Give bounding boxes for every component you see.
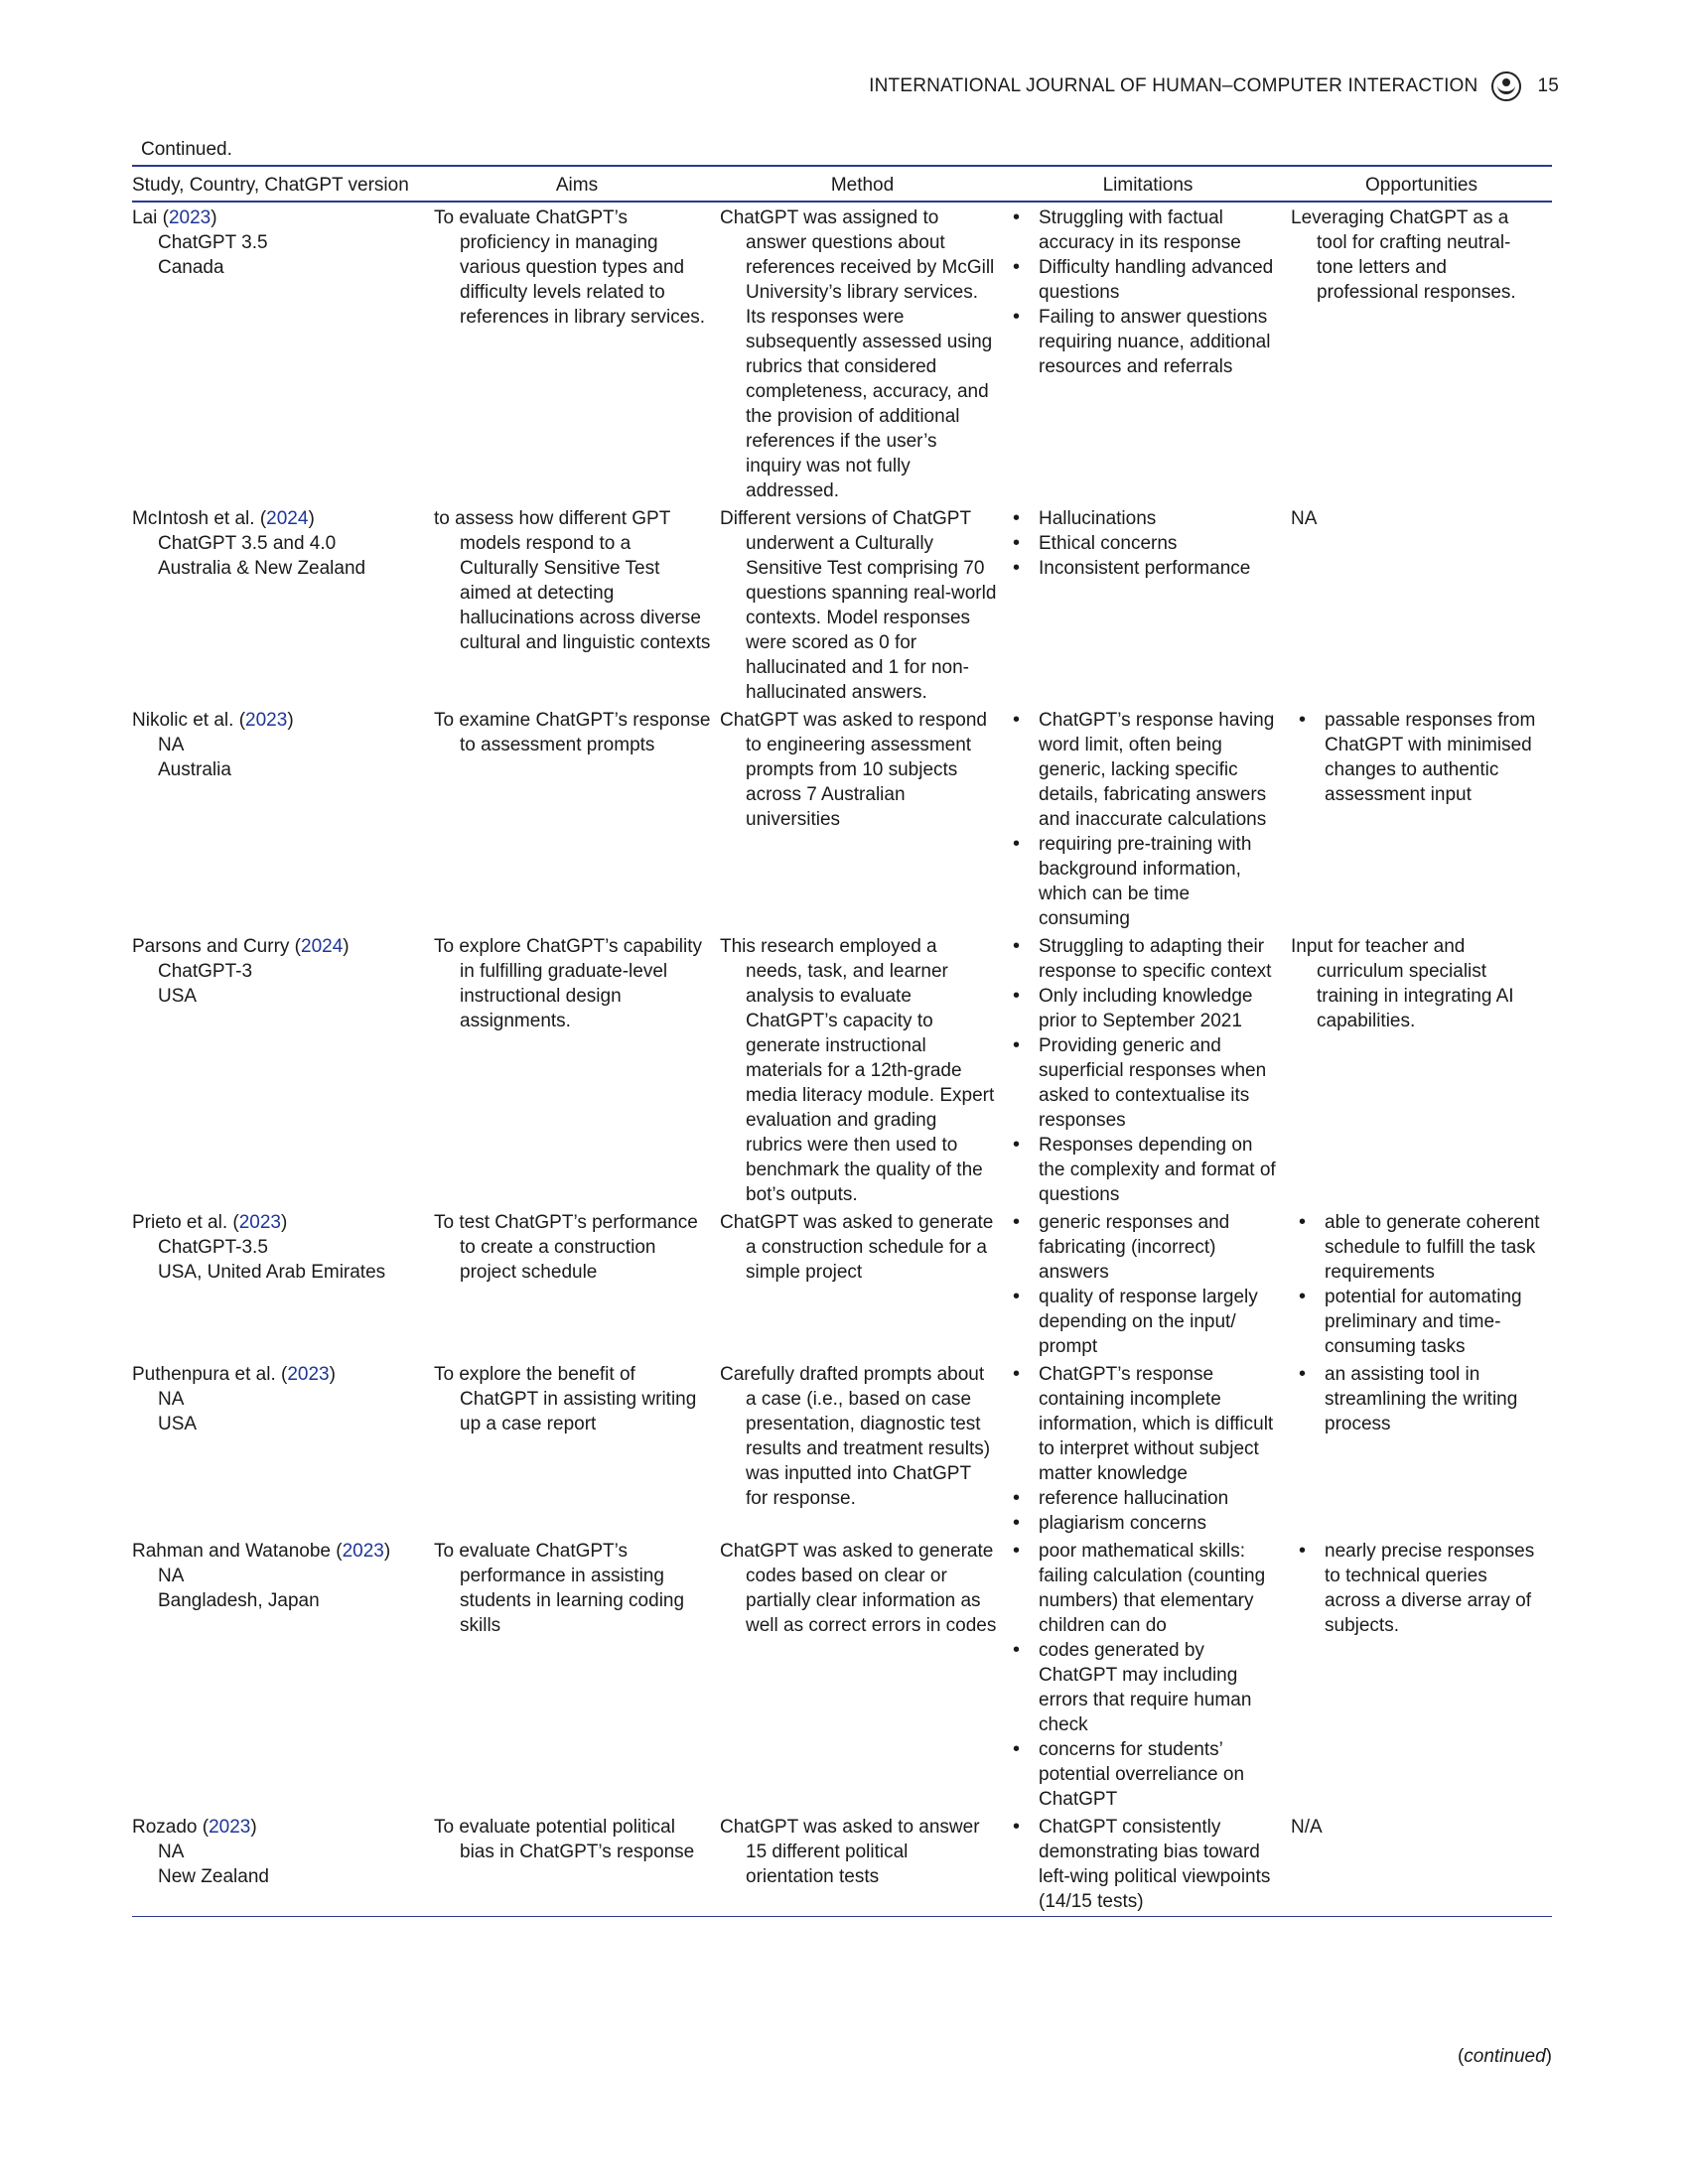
aims-text: To evaluate potential political bias in ChatGPT’s response: [434, 1817, 695, 1862]
aims-text: to assess how different GPT models respond to a Culturally Sensitive Test aimed at detecting hallucinations across diverse cultural and linguistic contexts: [434, 508, 711, 653]
limitations-list: [1005, 1362, 1283, 1536]
cell-aims: [434, 1536, 720, 1812]
study-author: Puthenpura et al. (: [132, 1364, 288, 1385]
opportunity-item: • able to generate coherent schedule to fulfill the task requirements: [1291, 1210, 1544, 1285]
cell-aims: [434, 705, 720, 931]
study-country: USA, United Arab Emirates: [158, 1262, 386, 1283]
cell-limitations: [1005, 202, 1291, 503]
cell-method: [720, 1536, 1005, 1812]
opportunities-list: [1291, 708, 1544, 807]
cell-opportunities: [1291, 705, 1552, 931]
column-header-study: Study, Country, ChatGPT version: [132, 166, 434, 202]
cell-limitations: [1005, 1359, 1291, 1536]
cell-aims: [434, 1812, 720, 1917]
limitation-item: • concerns for students’ potential overreliance on ChatGPT: [1005, 1737, 1283, 1812]
cell-aims: [434, 931, 720, 1207]
limitations-list: [1005, 506, 1283, 581]
study-citation-close: ): [281, 1212, 288, 1233]
study-author: Rahman and Watanobe (: [132, 1541, 343, 1562]
opportunities-list: [1291, 1210, 1544, 1359]
study-citation: [132, 506, 426, 531]
table-row: [132, 705, 1552, 931]
cell-study: [132, 1812, 434, 1917]
opportunity-item: • potential for automating preliminary and time-consuming tasks: [1291, 1285, 1544, 1359]
study-citation: [132, 934, 426, 959]
table-continued-label: Continued.: [141, 139, 232, 160]
limitation-item: • Only including knowledge prior to September 2021: [1005, 984, 1283, 1033]
continued-footer-text: continued: [1464, 2046, 1546, 2067]
cell-opportunities: [1291, 202, 1552, 503]
method-text: This research employed a needs, task, and learner analysis to evaluate ChatGPT’s capacity to generate instructional materials for a 12th-grade media literacy module. Expert evaluation and grading rubrics were then used to benchmark the quality of the bot’s outputs.: [720, 936, 995, 1205]
opportunities-text: Leveraging ChatGPT as a tool for crafting neutral-tone letters and professional responses.: [1291, 207, 1516, 303]
cell-method: [720, 1207, 1005, 1359]
study-author: Rozado (: [132, 1817, 210, 1838]
limitation-item: • quality of response largely depending on the input/ prompt: [1005, 1285, 1283, 1359]
citation-year-link[interactable]: 2023: [209, 1817, 251, 1838]
cell-opportunities: [1291, 503, 1552, 705]
study-citation: [132, 708, 426, 733]
citation-year-link[interactable]: 2023: [287, 1364, 330, 1385]
study-citation: [132, 205, 426, 230]
chatgpt-version: NA: [158, 1842, 185, 1862]
citation-year-link[interactable]: 2023: [238, 1212, 281, 1233]
citation-year-link[interactable]: 2023: [168, 207, 211, 228]
limitations-list: [1005, 1210, 1283, 1359]
aims-text: To explore the benefit of ChatGPT in assisting writing up a case report: [434, 1364, 697, 1434]
cell-study: [132, 1536, 434, 1812]
aims-text: To explore ChatGPT’s capability in fulfilling graduate-level instructional design assignments.: [434, 936, 702, 1031]
method-text: ChatGPT was asked to generate codes based on clear or partially clear information as well as correct errors in codes: [720, 1541, 997, 1636]
cell-method: [720, 503, 1005, 705]
limitation-item: • Ethical concerns: [1005, 531, 1283, 556]
journal-logo-icon: [1491, 71, 1521, 101]
aims-text: To examine ChatGPT’s response to assessment prompts: [434, 710, 711, 755]
study-country: USA: [158, 1414, 198, 1434]
cell-aims: [434, 1359, 720, 1536]
opportunities-list: [1291, 1362, 1544, 1436]
chatgpt-version: ChatGPT-3: [158, 961, 253, 982]
study-citation-close: ): [329, 1364, 336, 1385]
opportunities-text: Input for teacher and curriculum specialist training in integrating AI capabilities.: [1291, 936, 1514, 1031]
limitation-item: • requiring pre-training with background information, which can be time consuming: [1005, 832, 1283, 931]
table-row: [132, 1536, 1552, 1812]
study-citation-close: ): [308, 508, 315, 529]
table-row: [132, 931, 1552, 1207]
study-author: Prieto et al. (: [132, 1212, 239, 1233]
study-citation-close: ): [211, 207, 217, 228]
table-row: [132, 202, 1552, 503]
study-citation-close: ): [287, 710, 294, 731]
continued-footer: (continued): [1457, 2046, 1552, 2067]
citation-year-link[interactable]: 2024: [266, 508, 309, 529]
cell-method: [720, 1359, 1005, 1536]
cell-study: [132, 1359, 434, 1536]
opportunity-item: • nearly precise responses to technical queries across a diverse array of subjects.: [1291, 1539, 1544, 1638]
limitations-list: [1005, 934, 1283, 1207]
column-header-opportunities: Opportunities: [1291, 166, 1552, 202]
study-country: USA: [158, 986, 198, 1007]
cell-limitations: [1005, 1812, 1291, 1917]
chatgpt-version: ChatGPT-3.5: [158, 1237, 268, 1258]
limitation-item: • Providing generic and superficial responses when asked to contextualise its responses: [1005, 1033, 1283, 1133]
cell-study: [132, 202, 434, 503]
limitation-item: • Struggling to adapting their response to specific context: [1005, 934, 1283, 984]
aims-text: To test ChatGPT’s performance to create a construction project schedule: [434, 1212, 698, 1283]
method-text: Different versions of ChatGPT underwent a Culturally Sensitive Test comprising 70 questions spanning real-world contexts. Model responses were scored as 0 for hallucinated and 1 for non-hallucinated answers.: [720, 508, 997, 703]
table-row: [132, 1359, 1552, 1536]
cell-limitations: [1005, 1207, 1291, 1359]
cell-aims: [434, 202, 720, 503]
limitation-item: • Hallucinations: [1005, 506, 1283, 531]
study-citation-close: ): [250, 1817, 257, 1838]
chatgpt-version: NA: [158, 1566, 185, 1586]
limitation-item: • reference hallucination: [1005, 1486, 1283, 1511]
study-author: Nikolic et al. (: [132, 710, 246, 731]
table-row: [132, 1207, 1552, 1359]
cell-study: [132, 705, 434, 931]
cell-aims: [434, 1207, 720, 1359]
cell-study: [132, 931, 434, 1207]
limitation-item: • ChatGPT’s response having word limit, often being generic, lacking specific details, fabricating answers and inaccurate calculations: [1005, 708, 1283, 832]
study-citation: [132, 1210, 426, 1235]
method-text: ChatGPT was asked to answer 15 different political orientation tests: [720, 1817, 980, 1887]
aims-text: To evaluate ChatGPT’s performance in assisting students in learning coding skills: [434, 1541, 685, 1636]
limitation-item: • Failing to answer questions requiring nuance, additional resources and referrals: [1005, 305, 1283, 379]
chatgpt-version: ChatGPT 3.5 and 4.0: [158, 533, 337, 554]
page-number: 15: [1537, 75, 1559, 96]
limitations-list: [1005, 205, 1283, 379]
study-author: Lai (: [132, 207, 169, 228]
study-author: McIntosh et al. (: [132, 508, 267, 529]
limitations-list: [1005, 708, 1283, 931]
limitation-item: • poor mathematical skills: failing calculation (counting numbers) that elementary children can do: [1005, 1539, 1283, 1638]
cell-method: [720, 705, 1005, 931]
limitation-item: • ChatGPT’s response containing incomplete information, which is difficult to interpret without subject matter knowledge: [1005, 1362, 1283, 1486]
method-text: ChatGPT was assigned to answer questions about references received by McGill University’s library services. Its responses were subsequently assessed using rubrics that considered completeness, accuracy, and the provision of additional references if the user’s inquiry was not fully addressed.: [720, 207, 995, 501]
cell-method: [720, 1812, 1005, 1917]
study-country: Australia: [158, 759, 231, 780]
limitations-list: [1005, 1539, 1283, 1812]
opportunity-item: • an assisting tool in streamlining the writing process: [1291, 1362, 1544, 1436]
literature-table: [132, 165, 1552, 1917]
study-country: Bangladesh, Japan: [158, 1590, 320, 1611]
study-citation-close: ): [343, 936, 350, 957]
cell-opportunities: [1291, 1536, 1552, 1812]
opportunities-list: [1291, 1539, 1544, 1638]
study-citation: [132, 1362, 426, 1387]
cell-limitations: [1005, 1536, 1291, 1812]
table-row: [132, 503, 1552, 705]
column-header-aims: Aims: [434, 166, 720, 202]
citation-year-link[interactable]: 2024: [301, 936, 344, 957]
study-author: Parsons and Curry (: [132, 936, 302, 957]
opportunities-text: NA: [1291, 508, 1318, 529]
table-header-row: [132, 166, 1552, 202]
journal-title: INTERNATIONAL JOURNAL OF HUMAN–COMPUTER INTERACTION: [869, 75, 1478, 96]
limitation-item: • Struggling with factual accuracy in its response: [1005, 205, 1283, 255]
opportunities-text: N/A: [1291, 1817, 1323, 1838]
cell-opportunities: [1291, 931, 1552, 1207]
column-header-method: Method: [720, 166, 1005, 202]
study-citation: [132, 1539, 426, 1564]
study-country: New Zealand: [158, 1866, 269, 1887]
method-text: ChatGPT was asked to generate a construction schedule for a simple project: [720, 1212, 994, 1283]
limitation-item: • generic responses and fabricating (incorrect) answers: [1005, 1210, 1283, 1285]
limitation-item: • codes generated by ChatGPT may including errors that require human check: [1005, 1638, 1283, 1737]
limitation-item: • Responses depending on the complexity and format of questions: [1005, 1133, 1283, 1207]
limitation-item: • Difficulty handling advanced questions: [1005, 255, 1283, 305]
method-text: Carefully drafted prompts about a case (i.e., based on case presentation, diagnostic test results and treatment results) was inputted into ChatGPT for response.: [720, 1364, 991, 1509]
cell-opportunities: [1291, 1812, 1552, 1917]
limitation-item: • plagiarism concerns: [1005, 1511, 1283, 1536]
study-country: Australia & New Zealand: [158, 558, 366, 579]
column-header-limitations: Limitations: [1005, 166, 1291, 202]
cell-method: [720, 931, 1005, 1207]
cell-limitations: [1005, 705, 1291, 931]
study-country: Canada: [158, 257, 224, 278]
aims-text: To evaluate ChatGPT’s proficiency in managing various question types and difficulty levels related to references in library services.: [434, 207, 706, 328]
chatgpt-version: NA: [158, 735, 185, 755]
cell-method: [720, 202, 1005, 503]
cell-opportunities: [1291, 1359, 1552, 1536]
cell-limitations: [1005, 931, 1291, 1207]
cell-aims: [434, 503, 720, 705]
table-row: [132, 1812, 1552, 1917]
opportunity-item: • passable responses from ChatGPT with minimised changes to authentic assessment input: [1291, 708, 1544, 807]
cell-limitations: [1005, 503, 1291, 705]
limitation-item: • Inconsistent performance: [1005, 556, 1283, 581]
cell-opportunities: [1291, 1207, 1552, 1359]
study-citation: [132, 1815, 426, 1840]
citation-year-link[interactable]: 2023: [245, 710, 288, 731]
chatgpt-version: NA: [158, 1389, 185, 1410]
method-text: ChatGPT was asked to respond to engineering assessment prompts from 10 subjects across 7 Australian universities: [720, 710, 987, 830]
citation-year-link[interactable]: 2023: [342, 1541, 384, 1562]
study-citation-close: ): [383, 1541, 391, 1562]
running-head: [869, 71, 1559, 101]
limitations-list: [1005, 1815, 1283, 1914]
limitation-item: • ChatGPT consistently demonstrating bias toward left-wing political viewpoints (14/15 tests): [1005, 1815, 1283, 1914]
cell-study: [132, 1207, 434, 1359]
chatgpt-version: ChatGPT 3.5: [158, 232, 268, 253]
cell-study: [132, 503, 434, 705]
